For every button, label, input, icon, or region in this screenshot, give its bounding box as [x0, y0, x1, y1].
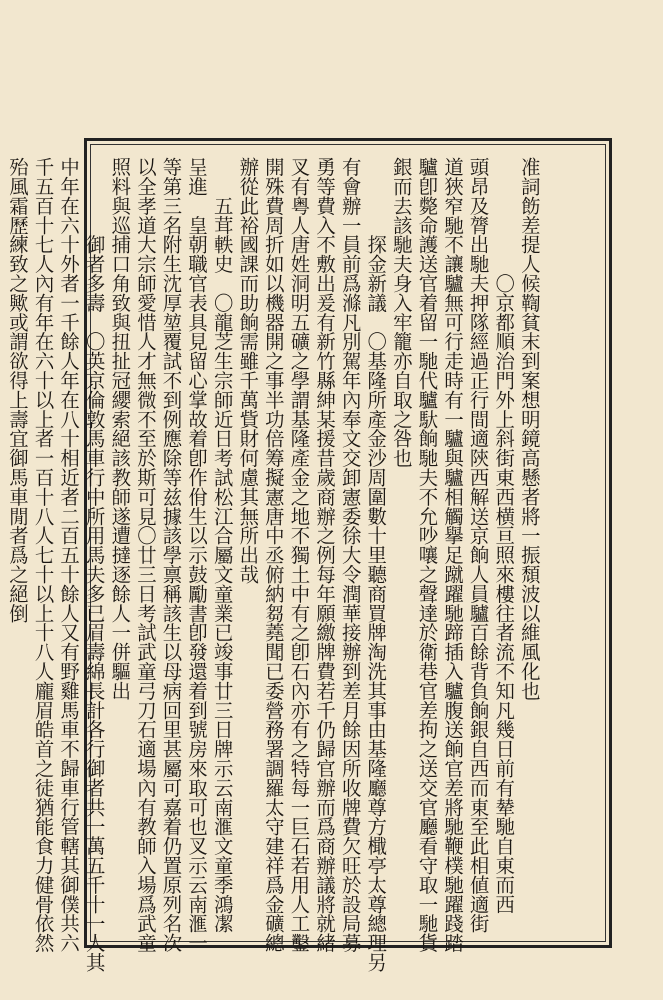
text-column: 開殊費周折如以機器開之事半功倍筹擬憲唐中丞俯納芻蕘聞已委營務署調羅太守建祥爲金礦總 — [261, 157, 285, 953]
text-column: 有會辦一員前爲滌凡別駕年內奉文交卸憲委徐大令潤華接辦到差月餘因所收牌費欠旺於設局募 — [338, 157, 362, 953]
text-column: 〇京都順治門外上斜街東西横亘照來樓往者流不知凡幾日前有辇馳自東而西 — [492, 157, 516, 914]
text-column: 頭昂及膂出馳夫押隊經過正行間適陝西解送京餉人員驢百餘背負餉銀自西而東至此相値適街 — [466, 157, 490, 933]
text-column: 道狹窄馳不讓驢無可行走時有一驢與驢相觸擧足蹴躍馳蹄插入驢腹送餉官差將馳鞭樸馳躍踐踏 — [441, 157, 465, 953]
text-column: 中年在六十外者一千餘人年在八十相近者二百五十餘人又有野雞馬車不歸車行管轄其御僕共六 — [57, 157, 81, 953]
inner-border — [5, 144, 606, 972]
text-column: 照料與巡捕口角致與扭扯冠纓索絕該教師遂遭撻逐餘人一併驅出 — [108, 157, 132, 701]
text-column: 叉有粤人唐姓洞明五礦之學謂基隆產金之地不獨土中有之卽石內亦有之特每一巨石若用人工鑿 — [287, 157, 311, 953]
text-column: 殆風霜歷練致之歟或謂欲得上壽宜御馬車閒者爲之絕倒 — [5, 157, 29, 623]
text-column: 御者多壽 〇英京倫敦馬車行中所用馬夫多已眉壽綿長計各行御者共一萬五千十一人其 — [82, 157, 106, 972]
vertical-text-block — [5, 157, 593, 972]
text-column: 以全孝道大宗師愛惜人才無微不至於斯可見〇廿三日考試武童弓刀石適場內有教師入場爲武童 — [133, 157, 157, 953]
text-column: 辦從此裕國課而助餉需雖千萬貲財何慮其無所出哉 — [236, 157, 260, 584]
text-column: 五茸軼史 〇龍芝生宗師近日考試松江合屬文童業已竣事廿三日牌示云南滙文童季鴻㓗 — [210, 157, 234, 933]
page-border — [5, 138, 612, 972]
text-column: 勇等費入不敷出爰有新竹縣紳某援昔歲商辦之例每年願繳牌費若千仍歸官辦而爲商辦議將就緒 — [313, 157, 337, 953]
text-column: 准詞飭差提人候鞫貧末到案想明鏡高懸者將一振頹波以維風化也 — [517, 157, 541, 701]
text-column: 銀而去該馳夫身入牢籠亦自取之咎也 — [389, 157, 413, 468]
text-column: 等第三名附生沈厚堃覆試不到例應除等兹據該學禀稱該生以母病回里甚屬可嘉着仍置原列名次 — [159, 157, 183, 953]
text-column: 千五百十七人內有年在六十以上者一百十八人七十以上十八人龐眉皓首之徒猶能食力健骨依然 — [31, 157, 55, 953]
text-column: 驢卽斃命護送官着留一馳代驢馱餉馳夫不允吵嚷之聲達於衛巷官差拘之送交官廳看守取一馳貨 — [415, 157, 439, 953]
text-column: 呈進 皇朝職官表具見留心掌故着卽作佾生以示鼓勵書卽發還着到號房來取可也叉示云南滙一 — [185, 157, 209, 953]
text-column: 探金新議 〇基隆所產金沙周圍數十里聽商買牌淘洗其事由基隆廳尊方檝亭太尊總理另 — [364, 157, 388, 972]
